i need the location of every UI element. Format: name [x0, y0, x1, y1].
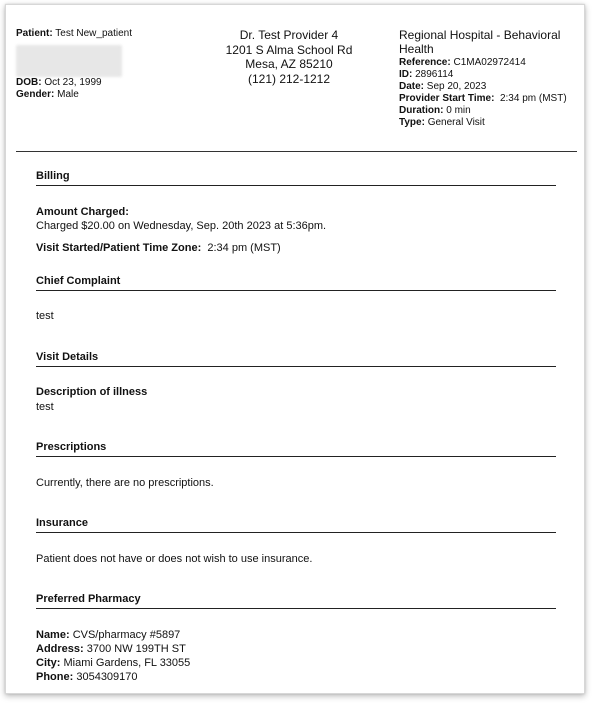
pharmacy-address-label: Address:	[36, 643, 84, 655]
start-time-label: Provider Start Time:	[399, 93, 495, 104]
date-label: Date:	[399, 81, 425, 92]
date-line	[399, 81, 583, 93]
prescriptions-section-title: Prescriptions	[36, 441, 556, 457]
type-label: Type:	[399, 117, 425, 128]
provider-name: Dr. Test Provider 4	[239, 28, 339, 42]
visit-info-block	[399, 28, 583, 129]
patient-name: Test New_patient	[55, 28, 132, 39]
id-value: 2896114	[415, 69, 454, 80]
provider-address-line1: 1201 S Alma School Rd	[225, 42, 353, 57]
chief-complaint-section-title: Chief Complaint	[36, 275, 556, 291]
start-time-value: 2:34 pm (MST)	[499, 93, 567, 104]
hospital-name: Regional Hospital - Behavioral Health	[399, 28, 561, 56]
charged-text: Charged $20.00 on Wednesday, Sep. 20th 2023 at 5:36pm.	[36, 220, 327, 232]
patient-gender-line	[16, 89, 79, 101]
description-text: test	[36, 401, 54, 413]
gender-label: Gender:	[16, 89, 55, 100]
description-label: Description of illness	[36, 386, 148, 398]
duration-line	[399, 105, 583, 117]
patient-label: Patient:	[16, 28, 53, 39]
provider-phone: (121) 212-1212	[247, 71, 331, 86]
pharmacy-phone-label: Phone:	[36, 671, 74, 683]
id-label: ID:	[399, 69, 413, 80]
pharmacy-city: Miami Gardens, FL 33055	[63, 657, 191, 669]
duration-label: Duration:	[399, 105, 444, 116]
reference-value: C1MA02972414	[453, 57, 526, 68]
reference-label: Reference:	[399, 57, 451, 68]
redacted-area	[16, 45, 122, 77]
pharmacy-address: 3700 NW 199TH ST	[86, 643, 186, 655]
provider-address-line2: Mesa, AZ 85210	[245, 57, 333, 71]
pharmacy-section-title: Preferred Pharmacy	[36, 593, 556, 609]
visit-started-label: Visit Started/Patient Time Zone:	[36, 242, 202, 254]
visit-details-section-title: Visit Details	[36, 351, 556, 367]
insurance-section-title: Insurance	[36, 517, 556, 533]
type-value: General Visit	[427, 117, 485, 128]
header-divider	[16, 151, 577, 152]
insurance-text: Patient does not have or does not wish to use insurance.	[36, 553, 313, 565]
visit-started-value: 2:34 pm (MST)	[207, 242, 281, 254]
start-time-line	[399, 93, 583, 105]
dob-value: Oct 23, 1999	[44, 77, 102, 88]
pharmacy-phone: 3054309170	[76, 671, 138, 683]
patient-dob-line	[16, 77, 102, 89]
pharmacy-address-line	[36, 642, 186, 656]
duration-value: 0 min	[446, 105, 471, 116]
provider-block	[184, 28, 394, 86]
reference-line	[399, 57, 583, 69]
date-value: Sep 20, 2023	[426, 81, 487, 92]
gender-value: Male	[57, 89, 79, 100]
pharmacy-city-line	[36, 656, 190, 670]
pharmacy-name-line	[36, 628, 180, 642]
dob-label: DOB:	[16, 77, 42, 88]
document-page	[5, 4, 585, 694]
visit-started-line	[36, 241, 281, 255]
pharmacy-name: CVS/pharmacy #5897	[72, 629, 181, 641]
chief-complaint-text: test	[36, 310, 54, 322]
pharmacy-name-label: Name:	[36, 629, 70, 641]
prescriptions-text: Currently, there are no prescriptions.	[36, 477, 214, 489]
type-line	[399, 117, 583, 129]
billing-section-title: Billing	[36, 170, 556, 186]
amount-charged-label: Amount Charged:	[36, 206, 129, 218]
id-line	[399, 69, 583, 81]
pharmacy-city-label: City:	[36, 657, 61, 669]
patient-name-line	[16, 28, 132, 40]
pharmacy-phone-line	[36, 670, 138, 684]
